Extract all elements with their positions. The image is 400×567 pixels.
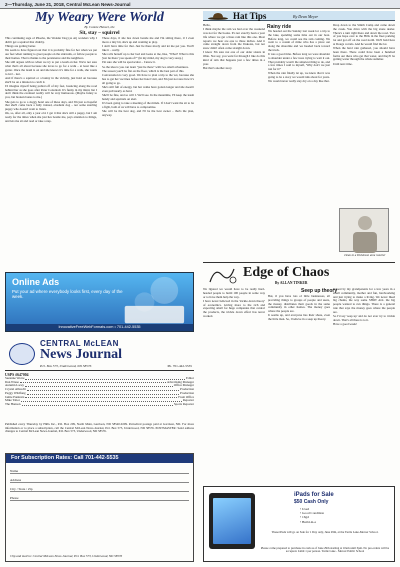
hat-tips-banner xyxy=(203,11,395,21)
field-label: City / State / Zip xyxy=(10,486,33,491)
staff-role: Reporter xyxy=(182,398,194,403)
right-half xyxy=(203,11,395,562)
paragraph: Hello, xyxy=(203,24,211,27)
hat-tips-col1 xyxy=(203,24,265,254)
paragraph: This continuing saga of Phoebe, the Wonder Dog (as Ai) wonders why I didn't get a squirrel that chubby. xyxy=(5,37,97,44)
feature-item: • Good Condition xyxy=(300,511,324,516)
page-header: 2—Thursday, June 21, 2018, Central McLean News-Journal xyxy=(0,0,400,9)
rancher-photo xyxy=(339,208,389,252)
phone-field[interactable] xyxy=(10,493,189,501)
paragraph: Until next time. xyxy=(333,61,353,66)
ad-subtext: Put your ad where everybody looks first, every day of the week. xyxy=(12,289,123,299)
staff-name: Crystal Albrecht xyxy=(5,387,26,392)
ipad-ad-price: $50 Cash Only xyxy=(294,499,329,505)
ipad-sale-footer: Please come prepared to purchase in cash as of June 29th starting at 10am until 3pm. No pre-orders will be accepted. Limit 1 per person. Turtle Lake - Mercer Public School xyxy=(260,546,390,554)
paragraph: So I'd say 'seep up' and do not ever try to trickle down. That's all there is to it. xyxy=(333,313,395,322)
edge-headline: Seep up theory xyxy=(301,288,338,294)
paragraph: I have never believed in the 'trickle-down theory' of economics. Giving more to the rich and expecting small for huge companies that control the products, the trickle down effect has never worked. xyxy=(203,298,265,318)
paragraph: Drop down to the Smith Camp and come down the creek. You drive with the big stone dealer. There's a turn right there and down the road. Two of you hope over to the Hills in the fleet parking lot and got off on the road north. We'll hold here at Dougs corrals. And he would find the lot. xyxy=(333,24,395,46)
weird-column xyxy=(5,11,194,268)
ad-url[interactable]: InnovativeFreeWebFormats.com • 701-442-5535 xyxy=(6,324,193,331)
paragraph: She gets to go to a doggy hotel one of these days, and I'm just so hopeful that she'll come back a fully trained, obedient dog – not some snarling puppy who doesn't want to listen. xyxy=(5,99,97,112)
weird-headline: Sit, stay – squirrel xyxy=(79,30,120,36)
field-label: Name xyxy=(10,468,19,473)
edge-col3 xyxy=(333,288,395,481)
edge-col1 xyxy=(203,288,265,481)
subscription-form xyxy=(5,453,194,562)
paragraph: She will be the best dog, and I'll be the best owner – that's the plan, anyway. xyxy=(102,109,194,118)
paragraph: But, if you have lots of little businesses, all providing things to groups of people and users, the money, distributes their goods in the same community in other homes. The money goes where the people are. xyxy=(268,295,330,313)
staff-list xyxy=(5,373,194,407)
feature-item: • 16gd xyxy=(300,515,309,520)
feature-item: • Build-in-a xyxy=(300,519,316,524)
staff-name: Peggy Wildfang xyxy=(5,390,26,395)
publication-info: Published every Thursday by HRG Inc., P.O. Box 209, North Main, Garrison, ND 58540-0209. Periodical postage paid at Garrison, ND. For more information or to place a subscription, call the Central McLean News-Journal, P.O. Box 573, Underwood, ND 58576. POSTMASTER: Send address changes to Central McLean News-Journal, P.O. Box 573, Underwood, ND 58576. xyxy=(5,422,194,434)
ipad-sale-ad[interactable] xyxy=(203,486,395,562)
paragraph: And if there's a squirrel or a bunny in the vicinity, just hold on because she'll be on a mission to catch it. xyxy=(5,75,97,84)
cowboy-hat-icon xyxy=(207,12,229,20)
paragraph: Things are getting better. xyxy=(5,44,36,49)
staff-name: Dan Wiese xyxy=(5,379,19,384)
edge-title: Edge of Chaos xyxy=(243,265,330,280)
staff-role: Office Manager xyxy=(173,383,194,388)
hat-tips-byline: By Dean Meyer xyxy=(293,14,319,19)
person-icon xyxy=(340,209,390,253)
paragraph: Have a good week! xyxy=(333,321,357,326)
weird-byline: By Connie Hensel, the xyxy=(84,25,115,29)
paragraph: I'm sure she will be spectacular – I know it. xyxy=(102,60,156,65)
paragraph: I don't have time for that. Just lie there nicely and let me pet you. You'll like it – really. xyxy=(102,44,194,52)
paragraph: I think maybe the rain we had over the weekend was not for the books. It's not exactly been a year life where we get a lines rain like this one. Most reports we hear are one to three inches. And it came straight down from the Dakotas, but not snow didn't often come straight down. xyxy=(203,27,265,51)
staff-role: Production xyxy=(180,387,194,392)
staff-role: Advertising Manager xyxy=(166,379,194,384)
staff-name: Mike Tabor xyxy=(5,398,20,403)
hat-tips-col3 xyxy=(333,24,395,206)
city-field[interactable] xyxy=(10,484,189,492)
ipad-icon xyxy=(209,493,255,549)
paragraph: She's still full of energy, but her walks have gotten longer and she doesn't even pull nearly as hard. xyxy=(102,85,194,93)
paragraph: It was a good time. Before long we were shoulder to shoulder under a few trees trying to wait it out. That probably wasn't the smartest thing to do, and a few times I said to myself, 'Why don't we just run for it?' xyxy=(268,52,330,72)
masthead xyxy=(5,337,194,371)
paragraph: Conversation is very good. We have to plan a trip to the vet, because she has to get her vaccines before her hotel visit, and I'm just not sure how it's all going to go. xyxy=(102,73,194,85)
staff-name: Suzanne Worre xyxy=(5,376,25,380)
ipad-sale-details: These iPads will go on Sale for 1 Day only, June 29th, at the Turtle Lake-Mercer School. xyxy=(271,530,379,534)
paragraph: But that's another story. xyxy=(203,66,233,71)
weird-text-col1 xyxy=(5,37,97,268)
staff-role: Sports Reporter xyxy=(173,401,194,406)
masthead-address: P.O. Box 573, Underwood, ND 58576 xyxy=(40,364,92,368)
hat-tips-headline: Rainy ride xyxy=(267,24,292,30)
chaos-swirl-icon xyxy=(207,265,237,285)
staff-role: Production xyxy=(180,390,194,395)
photo-caption: Dean to a Dickinson area rancher xyxy=(344,253,386,257)
usps-number: USPS #647004 xyxy=(5,373,29,377)
paragraph: These days, if she lies down beside me and I'm sitting there, if I even move a tiny bit, she's up and wanting to play. xyxy=(102,37,194,44)
paragraph: The reason you'll be flat on the floor, which is the best part of this. xyxy=(102,68,185,73)
paragraph: Raised by my grandparents for a few years in a small community, mother and fun, hardworking and just trying to make a living. We never liked big chains, the way some SHOT ALL the big people wanted to run things. There is a general rule that says the money goes where the people are. xyxy=(333,288,395,314)
paragraph: It seems up, and everyone has their share, even the little man. So, I believe in a seep up theory. xyxy=(268,313,330,322)
paragraph: I'd imagine myself being pulled off of my feet, bouncing along the road behind her as she goes after Peter Cottontail. It's funny in my mind, but I don't think the eventual reality will be very humorous. (Maybe funny to you, but broken bones to me.) xyxy=(5,83,97,100)
hat-tips-col2 xyxy=(268,30,330,254)
paragraph: We seem to have figured out that it is probably fine for her when we put our feet when running to greet people on the sidewalk, or follow people to their homes. That is thanks to the persistence and the neighbors. xyxy=(5,48,97,60)
paragraph: She rolls herself up to her bed and looks at me, like, "What? What is this 'just lie there' you speak of?" (In my mind, my dog is very sassy.) xyxy=(102,52,194,60)
field-label: Address xyxy=(10,477,22,482)
staff-role: Front Office xyxy=(178,394,194,399)
staff-name: The Hanson xyxy=(5,401,21,406)
ipad-features xyxy=(300,507,324,524)
paragraph: When the hard rain gathered, you should have been there. There could have been a hundred farms out there who get that water, and they'll be getting water through the whole summer. xyxy=(333,46,395,62)
masthead-phone: Ph. 701-442-5535 xyxy=(167,364,192,368)
ipad-ad-title: iPads for Sale xyxy=(294,492,334,498)
paragraph: We figured we would have to be really hard-headed people to build 100 people in some way or to have them help the way. xyxy=(203,288,265,299)
address-field[interactable] xyxy=(10,475,189,483)
hat-tips-title: Hat Tips xyxy=(233,11,267,21)
feature-item: • Used xyxy=(300,507,310,511)
newspaper-logo-icon xyxy=(9,343,35,365)
masthead-title-1: CENTRAL McLEAN xyxy=(40,339,119,348)
paragraph: It's been going to take a meeting of the minds. If I don't want the sit to be a fight, both of us will have to compromise. xyxy=(102,101,194,110)
paragraph: So the idea is you can learn "just lie there" with two small adventures. xyxy=(102,64,189,69)
weird-text-col2 xyxy=(102,37,194,268)
paragraph: I know I'm sure not one of our older sisters in Ohio. Not say, you went far through I like do this kind of rain that happens just a few times in a year. xyxy=(203,50,265,66)
masthead-title-2: News Journal xyxy=(40,347,123,362)
staff-name: Jamie Pankratz xyxy=(5,394,25,399)
edge-col2 xyxy=(268,295,330,481)
staff-row xyxy=(5,403,194,407)
edge-byline: By ALLAN TINKER xyxy=(275,281,308,285)
weird-title: My Weary Were World xyxy=(35,10,164,25)
staff-role: Editor xyxy=(186,376,194,380)
online-ads-banner[interactable] xyxy=(5,272,194,332)
paragraph: When the rain finally let up, we knew that it was going to be a story we would talk about for years. We would never really stay dry on a day like that. xyxy=(268,71,330,83)
field-label: Phone xyxy=(10,495,19,500)
ad-heading: Online Ads xyxy=(12,277,60,287)
subscription-title: For Subscription Rates: Call 701-442-5535 xyxy=(6,454,193,463)
staff-name: Autumn Lacey xyxy=(5,383,25,388)
paragraph: She still argues with us when we try to put a leash on her. We're not sure what that's all about because she loves to go for a walk – at least like a garter. Once the leash is on and she knows it's time for a walk, she wants to GO – nut. xyxy=(5,60,97,76)
paragraph: We headed out the Sunday last week for a trip to the lake, spending some time out in our boat. Before long, we could see the rain coming. We went to a cousin of mine who has a place out along the shoreline and we headed back toward the truck. xyxy=(268,30,330,52)
paragraph: She'll be fine, and so will I. We'll see. In the meantime, I'll keep the leash handy and squirrels on alert. xyxy=(102,93,194,101)
name-field[interactable] xyxy=(10,466,189,474)
paragraph: Ok, so, after all, only a year old. I get it that she's still a puppy, but I am ready for the times when she just lies beside me, pays attention to things, and lets me sit and read or take a nap. xyxy=(5,111,97,123)
mail-instructions: Clip and mail to: Central McLean News-Journal, P.O. Box 573, Underwood, ND 58576 xyxy=(10,554,123,558)
